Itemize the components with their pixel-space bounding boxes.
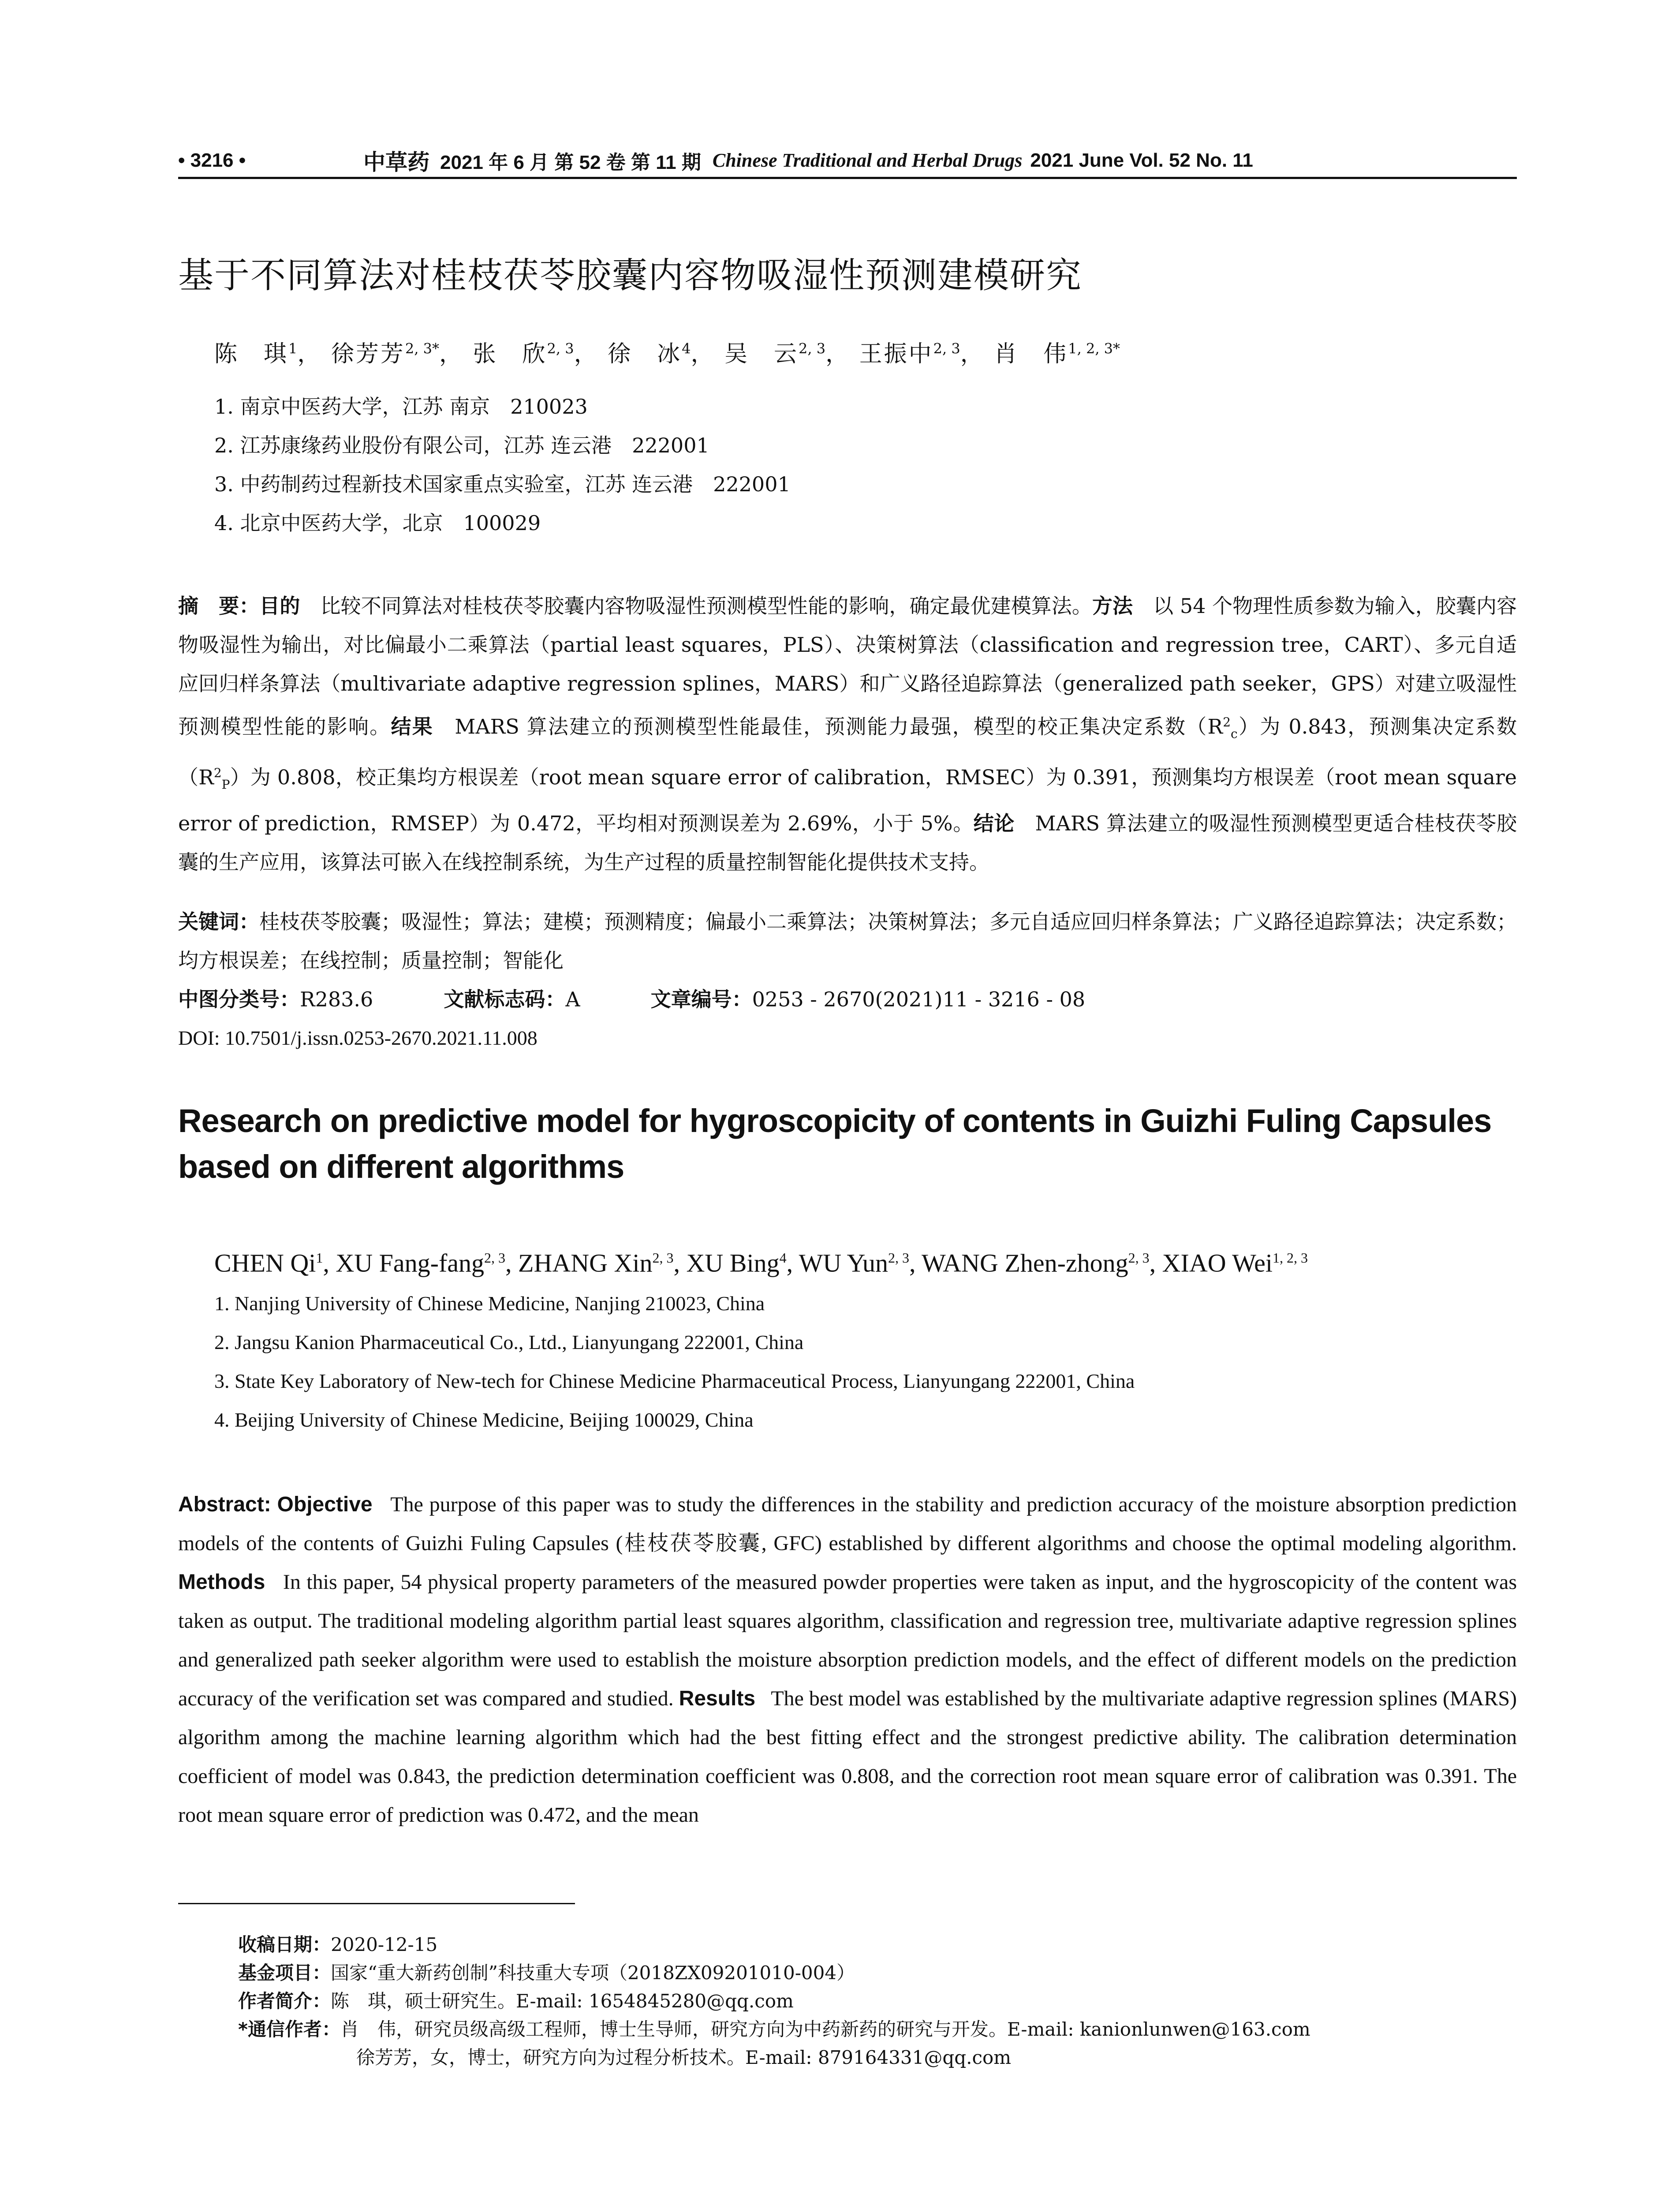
author-name: XIAO Wei [1162,1248,1273,1278]
issue-info-cn: 2021 年 6 月 第 52 卷 第 11 期 [440,151,701,173]
page-number: • 3216 • [178,149,246,171]
document-code-value: A [565,987,580,1011]
author-affiliation-mark: 1 [316,1250,323,1266]
results-label: Results [679,1687,756,1710]
received-label: 收稿日期： [238,1934,331,1955]
author-name: 王振中 [859,341,933,367]
affiliation-item: 4. Beijing University of Chinese Medicine, Beijing 100029, China [214,1409,754,1431]
author-affiliation-mark: 2, 3 [484,1250,506,1266]
fund-text: 国家“重大新药创制”科技重大专项（2018ZX09201010-004） [331,1962,855,1984]
abstract-label: Abstract: [178,1493,271,1516]
journal-name-en: Chinese Traditional and Herbal Drugs [712,149,1023,171]
affiliation-list-en [214,1284,1517,1439]
author-list-cn: 陈 琪$^1$， 徐芳芳$^{2, 3*}$， 张 欣$^{2, 3}$， 徐 冰$^4$， 吴 云$^{2, 3}$， 王振中$^{2, 3}$， 肖 伟$^{1, 2, 3*}$ [214,340,1120,367]
objective-label: 目的 [259,594,300,618]
results-text: The best model was established by the multivariate adaptive regression splines (MARS) algorithm among the machine learning algorithm which had the best fitting effect and the strongest predictive ability. The calibration determination coefficient of model was 0.843, the prediction determination coefficient was 0.808, and the correction root mean square error of calibration was 0.391. The root mean square error of prediction was 0.472, and the mean [178,1687,1517,1827]
author-name: CHEN Qi [214,1248,316,1278]
footnote-received [238,1931,1517,1959]
affiliation-item: 1. 南京中医药大学，江苏 南京 210023 [214,395,588,419]
results-text: MARS 算法建立的预测模型性能最佳，预测能力最强，模型的校正集决定系数（R [455,714,1223,739]
conclusion-text: MARS 算法建立的吸湿性预测模型更适合桂枝茯苓胶囊的生产应用，该算法可嵌入在线控制系统，为生产过程的质量控制智能化提供技术支持。 [178,811,1517,875]
classification-line [178,980,1517,1019]
footnote-divider [178,1903,575,1904]
keywords-label: 关键词： [178,910,259,934]
author-name: ZHANG Xin [518,1248,653,1278]
affiliation-item: 3. 中药制药过程新技术国家重点实验室，江苏 连云港 222001 [214,472,791,496]
affiliation-item: 2. Jangsu Kanion Pharmaceutical Co., Ltd., Lianyungang 222001, China [214,1331,804,1353]
author-name: 吴 云 [724,341,799,367]
doi: DOI: 10.7501/j.issn.0253-2670.2021.11.008 [178,1027,538,1049]
author-affiliation-mark: 2, 3 [933,340,960,357]
author-name: XU Fang-fang [336,1248,485,1278]
author-affiliation-mark: 2, 3 [547,340,574,357]
author-affiliation-mark: 4 [779,1250,787,1266]
article-number-value: 0253 - 2670(2021)11 - 3216 - 08 [752,987,1086,1011]
footnote-corresponding [238,2015,1517,2044]
author-name: 肖 伟 [994,341,1068,367]
footnote-corresponding-2: 徐芳芳，女，博士，研究方向为过程分析技术。E-mail: 879164331@qq.com [356,2047,1012,2068]
journal-name-cn: 中草药 [363,149,429,175]
title-cn: 基于不同算法对桂枝茯苓胶囊内容物吸湿性预测建模研究 [178,255,1082,296]
methods-text: 以 54 个物理性质参数为输入，胶囊内容物吸湿性为输出，对比偏最小二乘算法（partial least squares，PLS）、决策树算法（classification and regression tree，CART）、多元自适应回归样条算法（multivariate adaptive regression splines，MARS）和广义路径追踪算法（generalized path seeker，GPS）对建立吸湿性预测模型性能的影响。 [178,594,1517,739]
author-affiliation-mark: 2, 3 [1128,1250,1150,1266]
author-name: WANG Zhen-zhong [921,1248,1128,1278]
abstract-cn: 摘 要：目的 比较不同算法对桂枝茯苓胶囊内容物吸湿性预测模型性能的影响，确定最优建模算法。方法 以 54 个物理性质参数为输入，胶囊内容物吸湿性为输出，对比偏最小二乘算法（partial least squares，PLS）、决策树算法（classification and regression tree，CART）、多元自适应回归样条算法（multivariate adaptive regression splines，MARS）和广义路径追踪算法（generalized path seeker，GPS）对建立吸湿性预测模型性能的影响。结果 MARS 算法建立的预测模型性能最佳，预测能力最强，模型的校正集决定系数$(R^2_c)$为 0.843，预测集决定系数$(R^2_P)$为 0.808，校正集均方根误差（root mean square error of calibration，RMSEC）为 0.391，预测集均方根误差（root mean square error of prediction，RMSEP）为 0.472，平均相对预测误差为 2.69%，小于 5%。结论 MARS 算法建立的吸湿性预测模型更适合桂枝茯苓胶囊的生产应用，该算法可嵌入在线控制系统，为生产过程的质量控制智能化提供技术支持。 [178,594,1517,875]
author-affiliation-mark: 1, 2, 3 [1273,1250,1308,1266]
objective-text: The purpose of this paper was to study the differences in the stability and prediction accuracy of the moisture absorption prediction models of the contents of Guizhi Fuling Capsules (桂枝茯苓胶囊, GFC) established by different algorithms and choose the optimal modeling algorithm. [178,1493,1517,1555]
author-affiliation-mark: 4 [682,340,691,357]
footnotes [238,1931,1517,2072]
author-name: 张 欣 [473,341,547,367]
author-affiliation-mark: 2, 3 [888,1250,909,1266]
corresponding-label: *通信作者： [238,2018,340,2040]
author-affiliation-mark: 1 [288,340,298,357]
clc-label: 中图分类号： [178,987,300,1011]
subscript: c [1231,726,1238,741]
keywords-cn [178,902,1517,980]
document-code-label: 文献标志码： [444,987,566,1011]
corresponding-text: 肖 伟，研究员级高级工程师，博士生导师，研究方向为中药新药的研究与开发。E-mail: kanionlunwen@163.com [340,2018,1310,2040]
author-affiliation-mark: 2, 3 [652,1250,674,1266]
title-en: Research on predictive model for hygroscopicity of contents in Guizhi Fuling Capsules based on different algorithms [178,1102,1492,1185]
author-affiliation-mark: 2, 3 [799,340,826,357]
footnote-author [238,1987,1517,2015]
abstract-label: 摘 要： [178,594,260,618]
author-name: XU Bing [686,1248,780,1278]
subscript: P [221,777,230,792]
affiliation-item: 2. 江苏康缘药业股份有限公司，江苏 连云港 222001 [214,434,709,457]
results-label: 结果 [391,714,433,739]
methods-text: In this paper, 54 physical property parameters of the measured powder properties were taken as input, and the hygroscopicity of the content was taken as output. The traditional modeling algorithm partial least squares algorithm, classification and regression tree, multivariate adaptive regression splines and generalized path seeker algorithm were used to establish the moisture absorption prediction models, and the effect of different models on the prediction accuracy of the verification set was compared and studied. [178,1570,1517,1710]
fund-label: 基金项目： [238,1962,331,1984]
objective-label: Objective [277,1493,373,1516]
methods-label: Methods [178,1570,265,1594]
author-affiliation-mark: 1, 2, 3* [1068,340,1120,357]
results-text: ）为 0.808，校正集均方根误差（root mean square error of calibration，RMSEC）为 0.391，预测集均方根误差（root mean square error of prediction，RMSEP）为 0.472，平均相对预测误差为 2.69%，小于 5%。 [178,765,1517,836]
author-name: 陈 琪 [214,341,289,367]
methods-label: 方法 [1092,594,1133,618]
clc-value: R283.6 [300,987,373,1011]
affiliation-list-cn [214,387,1517,542]
author-name: WU Yun [799,1248,888,1278]
running-header [178,144,1517,179]
affiliation-item: 4. 北京中医药大学，北京 100029 [214,511,541,535]
author-name: 徐芳芳 [331,341,405,367]
issue-info-en: 2021 June Vol. 52 No. 11 [1030,149,1253,171]
author-affiliation-mark: 2, 3* [405,340,439,357]
received-date: 2020-12-15 [331,1934,438,1955]
affiliation-item: 1. Nanjing University of Chinese Medicine, Nanjing 210023, China [214,1292,765,1315]
abstract-en [178,1485,1517,1835]
author-name: 徐 冰 [608,341,682,367]
keywords-text: 桂枝茯苓胶囊；吸湿性；算法；建模；预测精度；偏最小二乘算法；决策树算法；多元自适应回归样条算法；广义路径追踪算法；决定系数；均方根误差；在线控制；质量控制；智能化 [178,910,1517,972]
author-list-en: CHEN Qi$^1$, XU Fang-fang$^{2, 3}$, ZHANG Xin$^{2, 3}$, XU Bing$^4$, WU Yun$^{2, 3}$, WANG Zhen-zhong$^{2, 3}$, XIAO Wei$^{1, 2, 3}$ [214,1248,1308,1278]
footnote-fund [238,1959,1517,1987]
results-text: ）为 0.843，预测集决定系数（R [178,714,1517,789]
article-number-label: 文章编号： [650,987,752,1011]
conclusion-label: 结论 [973,811,1015,836]
author-bio-text: 陈 琪，硕士研究生。E-mail: 1654845280@qq.com [331,1990,794,2012]
objective-text: 比较不同算法对桂枝茯苓胶囊内容物吸湿性预测模型性能的影响，确定最优建模算法。 [320,594,1092,618]
author-bio-label: 作者简介： [238,1990,331,2012]
affiliation-item: 3. State Key Laboratory of New-tech for Chinese Medicine Pharmaceutical Process, Lianyungang 222001, China [214,1370,1135,1392]
